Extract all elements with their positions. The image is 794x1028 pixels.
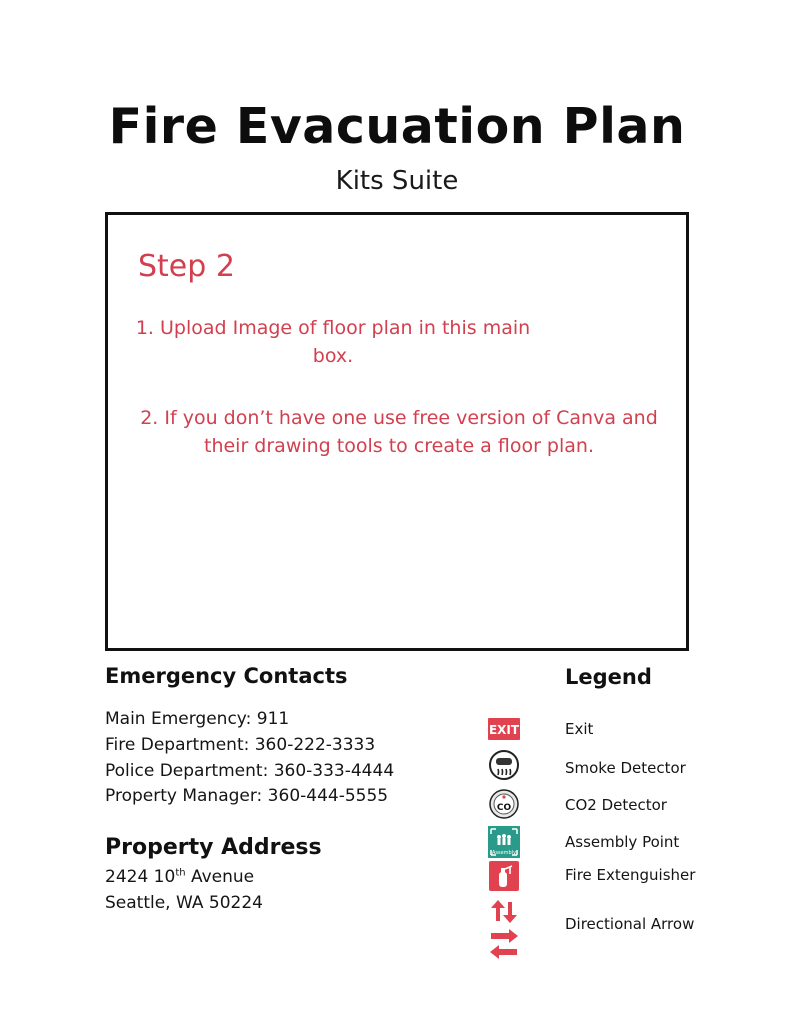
- legend-label-directional-arrow: Directional Arrow: [565, 915, 695, 933]
- instruction-2-line1: 2. If you don’t have one use free version of Canva and: [140, 407, 658, 429]
- legend-heading: Legend: [565, 665, 652, 689]
- floor-plan-box[interactable]: [105, 212, 689, 651]
- address-street-sup: th: [175, 867, 186, 879]
- contact-fire-department: Fire Department: 360-222-3333: [105, 735, 376, 755]
- co-detector-text: CO: [496, 803, 512, 813]
- address-street-number: 2424 10: [105, 867, 176, 887]
- contact-property-manager: Property Manager: 360-444-5555: [105, 786, 389, 806]
- address-street-name: Avenue: [185, 867, 255, 887]
- page-subtitle: Kits Suite: [335, 166, 459, 196]
- instruction-1-line2: box.: [312, 345, 354, 367]
- smoke-detector-icon: [487, 750, 521, 780]
- legend-label-co2-detector: CO2 Detector: [565, 796, 667, 814]
- legend-label-exit: Exit: [565, 720, 594, 738]
- legend-label-smoke-detector: Smoke Detector: [565, 759, 686, 777]
- legend-label-assembly-point: Assembly Point: [565, 833, 680, 851]
- address-city: Seattle, WA 50224: [105, 893, 263, 913]
- legend-label-fire-extinguisher: Fire Extenguisher: [565, 866, 696, 884]
- emergency-contacts-heading: Emergency Contacts: [105, 664, 348, 688]
- instruction-2-line2: their drawing tools to create a floor plan.: [204, 435, 594, 457]
- exit-sign-icon: [487, 714, 521, 744]
- assembly-point-icon: [487, 827, 521, 857]
- page-title: Fire Evacuation Plan: [108, 98, 686, 155]
- contact-police-department: Police Department: 360-333-4444: [105, 761, 395, 781]
- co-detector-icon: [487, 789, 521, 819]
- fire-extinguisher-icon: [487, 861, 521, 891]
- instruction-2: [124, 404, 674, 460]
- instruction-1: [118, 314, 548, 370]
- address-street: [105, 867, 254, 887]
- assembly-point-text: Assembly: [491, 850, 517, 856]
- exit-sign-text: EXIT: [488, 723, 520, 737]
- instruction-1-line1: 1. Upload Image of floor plan in this main: [135, 317, 531, 339]
- contact-main-emergency: Main Emergency: 911: [105, 709, 290, 729]
- property-address-heading: Property Address: [105, 835, 322, 860]
- step-heading: Step 2: [138, 249, 235, 284]
- directional-arrow-icon: [487, 898, 521, 962]
